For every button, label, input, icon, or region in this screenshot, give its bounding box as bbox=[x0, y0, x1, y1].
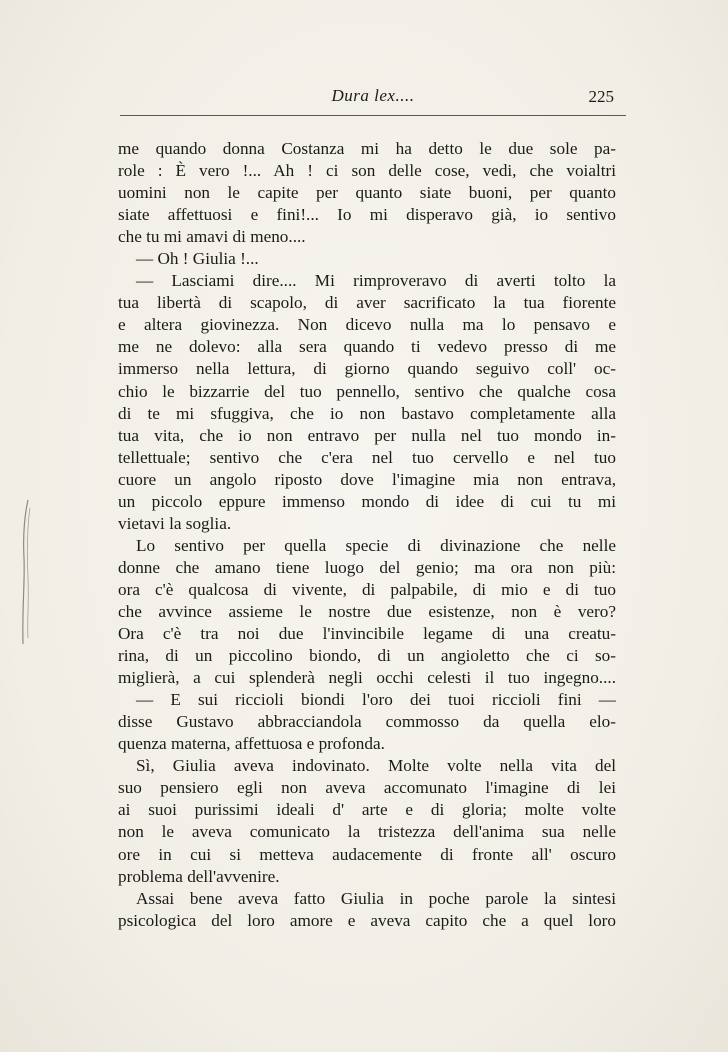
text-line: siate affettuosi e fini!... Io mi disperavo già, io sentivo bbox=[118, 205, 616, 225]
text-line: — Oh ! Giulia !... bbox=[136, 249, 259, 269]
text-line: tellettuale; sentivo che c'era nel tuo cervello e nel tuo bbox=[118, 447, 616, 467]
text-line: e altera giovinezza. Non dicevo nulla ma lo pensavo e bbox=[118, 315, 616, 335]
text-line: me ne dolevo: alla sera quando ti vedevo presso di me bbox=[118, 337, 616, 357]
text-line: Ora c'è tra noi due l'invincibile legame di una creatu- bbox=[118, 624, 616, 644]
text-line: tua vita, che io non entravo per nulla nel tuo mondo in- bbox=[118, 425, 616, 445]
text-line: di te mi sfuggiva, che io non bastavo completamente alla bbox=[118, 403, 616, 423]
text-line: ai suoi purissimi ideali d' arte e di gloria; molte volte bbox=[118, 800, 616, 820]
text-line: Assai bene aveva fatto Giulia in poche parole la sintesi bbox=[136, 888, 616, 908]
text-line: suo pensiero egli non aveva accomunato l'imagine di lei bbox=[118, 778, 616, 798]
text-line: problema dell'avvenire. bbox=[118, 866, 280, 886]
text-line: ore in cui si metteva audacemente di fronte all' oscuro bbox=[118, 844, 616, 864]
text-line: ora c'è qualcosa di vivente, di palpabile, di mio e di tuo bbox=[118, 579, 616, 599]
text-line: psicologica del loro amore e aveva capito che a quel loro bbox=[118, 910, 616, 930]
page-number: 225 bbox=[588, 87, 614, 106]
running-title: Dura lex.... bbox=[331, 86, 415, 105]
text-line: me quando donna Costanza mi ha detto le due sole pa- bbox=[118, 139, 616, 158]
text-line: — Lasciami dire.... Mi rimproveravo di averti tolto la bbox=[136, 271, 616, 291]
text-line: donne che amano tiene luogo del genio; ma ora non più: bbox=[118, 557, 616, 577]
body-text bbox=[118, 138, 616, 932]
text-line: role : È vero !... Ah ! ci son delle cose, vedi, che voialtri bbox=[118, 161, 616, 181]
text-line: uomini non le capite per quanto siate buoni, per quanto bbox=[118, 183, 616, 203]
text-line: Lo sentivo per quella specie di divinazione che nelle bbox=[136, 535, 616, 555]
text-line: che tu mi amavi di meno.... bbox=[118, 227, 306, 247]
text-line: quenza materna, affettuosa e profonda. bbox=[118, 734, 385, 754]
text-line: non le aveva comunicato la tristezza dell'anima sua nelle bbox=[118, 822, 616, 842]
text-line: cuore un angolo riposto dove l'imagine mia non entrava, bbox=[118, 469, 616, 489]
text-line: Sì, Giulia aveva indovinato. Molte volte nella vita del bbox=[136, 756, 616, 776]
text-line: che avvince assieme le nostre due esistenze, non è vero? bbox=[118, 601, 616, 621]
header-rule bbox=[120, 115, 626, 116]
text-line: chio le bizzarrie del tuo pennello, sentivo che qualche cosa bbox=[118, 381, 616, 401]
text-line: un piccolo eppure immenso mondo di idee di cui tu mi bbox=[118, 491, 616, 511]
text-line: — E sui riccioli biondi l'oro dei tuoi riccioli fini — bbox=[136, 690, 616, 710]
text-line: immerso nella lettura, di giorno quando seguivo coll' oc- bbox=[118, 359, 616, 379]
margin-pencil-mark bbox=[14, 498, 36, 648]
text-line: tua libertà di scapolo, di aver sacrificato la tua fiorente bbox=[118, 293, 616, 313]
text-line: disse Gustavo abbracciandola commosso da quella elo- bbox=[118, 712, 616, 732]
text-line: vietavi la soglia. bbox=[118, 513, 232, 533]
page-header bbox=[120, 86, 626, 114]
text-line: rina, di un piccolino biondo, di un angioletto che ci so- bbox=[118, 646, 616, 666]
text-line: miglierà, a cui splenderà negli occhi celesti il tuo ingegno.... bbox=[118, 668, 616, 688]
